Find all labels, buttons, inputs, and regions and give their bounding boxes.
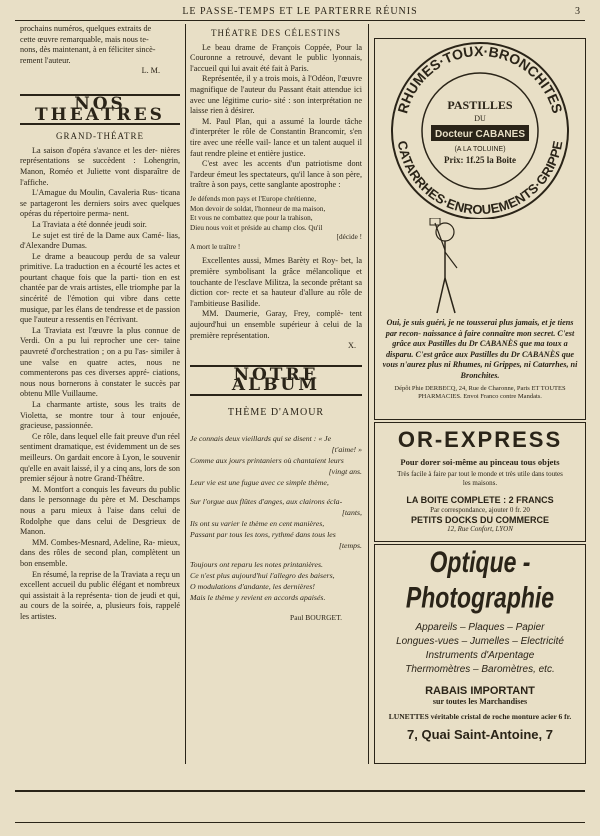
page-number: 3	[575, 6, 580, 17]
grand-theatre-heading: GRAND-THÉATRE	[56, 131, 144, 142]
column-2	[190, 28, 362, 623]
orexpress-line1: Pour dorer soi-même au pinceau tous objets	[400, 457, 560, 467]
poem-line: [t'aime! »	[331, 444, 362, 454]
seal-line: DU	[474, 114, 486, 123]
optique-items	[375, 621, 585, 677]
paragraph: C'est avec les accents d'un patriotisme dont l'ardeur émeut les spectateurs, qu'il lance à son père, traître à son pays, cette sanglante apostrophe :	[190, 159, 362, 190]
poem-line: Comme aux jours printaniers où chantaient leurs	[190, 455, 344, 465]
paragraph: Le drame a beaucoup perdu de sa valeur primitive. La traduction en a écourté les actes et pourtant chaque fois que la parti- tion en est chantée par de vrais artistes, elle triomphe par la sincérité de l'émotion qui vibre dans cette musique, par les élans de tendresse et de passion que l'auteur a ressentis en l'écrivant.	[20, 251, 180, 325]
intro-line-2: cette œuvre remarquable, mais nous te-	[20, 34, 149, 44]
paragraph: L'Amague du Moulin, Cavaleria Rus- ticana se partageront les derniers soirs avec quelques opéras du répertoire perma- nent.	[20, 188, 180, 219]
poem-line: Toujours ont reparu les notes printanières.	[190, 559, 323, 569]
paragraph: La Traviata a été donnée jeudi soir.	[32, 219, 147, 229]
quote-block	[190, 195, 362, 253]
orexpress-address: 12, Rue Confort, LYON	[447, 525, 513, 533]
intro-line-1: prochains numéros, quelques extraits de	[20, 24, 152, 33]
paragraph: Représentée, il y a trois mois, à l'Odéon, l'œuvre magnifique de l'auteur du Passant était attendue ici avec une légitime curio- sité : son interprétation ne laisse rien à désirer.	[190, 74, 362, 116]
pastilles-slogan: Oui, je suis guéri, je ne tousserai plus jamais, et je tiens par recon- naissance à faire connaître mon secret. C'est grâce aux Pastilles du Dr CABANÈS que ma toux a disparu. C'est grâce aux Pastilles du Dr CABANÈS que vous n'aurez plus ni Rhumes, ni Grippes, ni Catarrhes, ni Bronchites.	[382, 318, 578, 380]
orexpress-line2: Très facile à faire par tout le monde et très utile dans toutes les maisons.	[397, 470, 563, 487]
pastilles-seal	[375, 39, 585, 219]
poem	[190, 433, 362, 603]
optique-address: 7, Quai Saint-Antoine, 7	[407, 727, 553, 742]
ad-optique	[374, 544, 586, 764]
page-header: LE PASSE-TEMPS ET LE PARTERRE RÉUNIS	[182, 6, 418, 17]
paragraph: M. Montfort a conquis les faveurs du public dans le personnage du père et M. Deschamps nous a paru mieux à l'aise dans celui de Rodolphe que dans celui de Desgrieux de Manon.	[20, 484, 180, 537]
orexpress-title: OR-EXPRESS	[397, 427, 563, 452]
poem-line: Ils ont su varier le thème en cent manières,	[190, 518, 325, 528]
seal-doctor: Docteur CABANES	[434, 129, 526, 140]
man-illustration	[375, 218, 585, 318]
paragraph: M. Paul Plan, qui a assumé la lourde tâche d'interpréter le rôle de Constantin Brancomir, s'en tire avec une réelle vail- lance et un talent auquel il faut rendre pleine et entière justice.	[190, 116, 362, 158]
paragraph: En résumé, la reprise de la Traviata a reçu un excellent accueil du public élégant et nombreux qui assistait à la représenta- tion de jeudi et qui, au cours de la soirée, a, plusieurs fois, rappelé les artistes.	[20, 569, 180, 621]
quote-line: Mon devoir de soldat, l'honneur de ma maison,	[190, 204, 326, 213]
poem-line: Leur vie est une fugue avec ce simple thème,	[190, 477, 329, 487]
optique-rabais-sub: sur toutes les Marchandises	[432, 697, 528, 706]
quote-line: A mort le traître !	[190, 242, 241, 251]
ad-pastilles	[374, 38, 586, 420]
pastilles-footer: Dépôt Phie DERBECQ, 24, Rue de Charonne, Paris ET TOUTES PHARMACIES. Envoi Franco contre Mandats.	[394, 385, 566, 400]
section-title-album: NOTRE ALBUM	[190, 365, 362, 396]
quote-line: Et vous ne combattez que pour la trahison,	[190, 214, 313, 223]
paragraph: Excellentes aussi, Mmes Barèty et Roy- bet, la première symbolisant la grâce mélancolique et touchante de l'esclave Militza, la seconde prêtant sa diction cor- recte et sa hauteur d'allure au rôle de l'ambitieuse Basilide.	[190, 256, 362, 308]
seal-price: Prix: 1f.25 la Boite	[444, 155, 516, 165]
section-title-theatres: NOS THEATRES	[20, 94, 180, 125]
celestins-signature: X.	[348, 341, 356, 351]
poem-title: THÈME D'AMOUR	[227, 407, 325, 418]
column-1	[20, 24, 180, 622]
orexpress-shop: PETITS DOCKS DU COMMERCE	[410, 515, 549, 525]
paragraph: La charmante artiste, sous les traits de Violetta, se montre tour à tour enjouée, gracieuse, passionnée.	[20, 400, 180, 431]
seal-ring-top: RHUMES·TOUX·BRONCHITES	[394, 42, 566, 116]
quote-line: Dieu nous voit et préside au champ clos. Qu'il	[190, 223, 323, 232]
column-divider-2	[368, 24, 369, 764]
optique-item: Appareils – Plaques – Papier	[415, 622, 545, 633]
poem-line: [tants,	[341, 507, 362, 517]
seal-line: (A LA TOLUINE)	[454, 146, 506, 153]
optique-rabais: RABAIS IMPORTANT	[425, 685, 535, 697]
poem-line: Passant par tous les tons, rythmé dans tous les	[190, 529, 336, 539]
optique-item: Thermomètres – Baromètres, etc.	[405, 664, 555, 675]
poem-signature: Paul BOURGET.	[290, 612, 342, 622]
orexpress-price: LA BOITE COMPLETE : 2 FRANCS	[406, 495, 554, 505]
optique-item: Longues-vues – Jumelles – Electricité	[396, 636, 564, 647]
paragraph: La saison d'opéra s'avance et les der- nières représentations se succèdent : Lohengrin, Manon, Roméo et Juliette vont disparaître de l'affiche.	[20, 145, 180, 187]
paragraph: MM. Daumerie, Garay, Frey, complè- tent aujourd'hui un ensemble supérieur à celui de la première représentation.	[190, 309, 362, 340]
intro-signature: L. M.	[141, 66, 160, 76]
paragraph: MM. Combes-Mesnard, Adeline, Ra- mieux, dans des rôles de second plan, complètent un bon ensemble.	[20, 537, 180, 568]
paragraph: Ce rôle, dans lequel elle fait preuve d'un réel sentiment dramatique, est évidemment un de ses meilleurs. On gardait encore à Lyon, le souvenir qu'elle en avait laissé, il y a cinq ans, lors de son premier séjour à notre Grand-Théâtre.	[20, 431, 180, 484]
quote-line: [décide !	[336, 233, 362, 242]
intro-line-3: nons, dès maintenant, à en féliciter sincè-	[20, 45, 156, 55]
poem-line: Sur l'orgue aux flûtes d'anges, aux clairons écla-	[190, 496, 343, 506]
poem-line: [vingt ans.	[328, 466, 362, 476]
poem-line: Je connais deux vieillards qui se disent : « Je	[190, 433, 332, 443]
poem-line: Mais le thème y revient en accords apaisés.	[190, 592, 326, 602]
celestins-heading: THÉATRE DES CÉLESTINS	[211, 28, 341, 38]
ad-orexpress	[374, 422, 586, 542]
footer-rule-1	[15, 790, 585, 792]
paragraph: Le sujet est tiré de la Dame aux Camé- lias, d'Alexandre Dumas.	[20, 230, 180, 251]
column-divider-1	[185, 24, 186, 764]
orexpress-correspondence: Par correspondance, ajouter 0 fr. 20	[430, 506, 530, 514]
poem-line: Ce n'est plus aujourd'hui l'allegro des baisers,	[190, 570, 335, 580]
seal-line: PASTILLES	[447, 98, 513, 112]
poem-line: [temps.	[338, 540, 362, 550]
header-rule	[15, 20, 585, 21]
poem-line: O modulations d'andante, les dernières!	[190, 581, 316, 591]
optique-title: Optique - Photographie	[405, 544, 555, 614]
intro-line-4: rement l'auteur.	[20, 55, 71, 65]
footer-rule-2	[15, 822, 585, 823]
paragraph: La Traviata est l'œuvre la plus connue de Verdi. On a pu lui reprocher une cer- taine pauvreté d'orchestration ; on a pu l'as- similer à une valse en quatre actes, nous ne commenterons pas ces diverses appré- ciations, nous nous bornerons à constater le succès par obtenu Mlle Vuillaume.	[20, 325, 180, 399]
optique-item: Instruments d'Arpentage	[425, 650, 535, 661]
optique-lunettes: LUNETTES véritable cristal de roche monture acier 6 fr.	[388, 712, 572, 721]
quote-line: Je défends mon pays et l'Europe chrétienne,	[190, 194, 317, 203]
paragraph: Le beau drame de François Coppée, Pour la Couronne a retrouvé, devant le public lyonnais, l'accueil qui lui avait été fait à Paris.	[190, 42, 362, 73]
seal-ring-bottom: CATARRHES·ENROUEMENTS·GRIPPE	[394, 139, 566, 218]
